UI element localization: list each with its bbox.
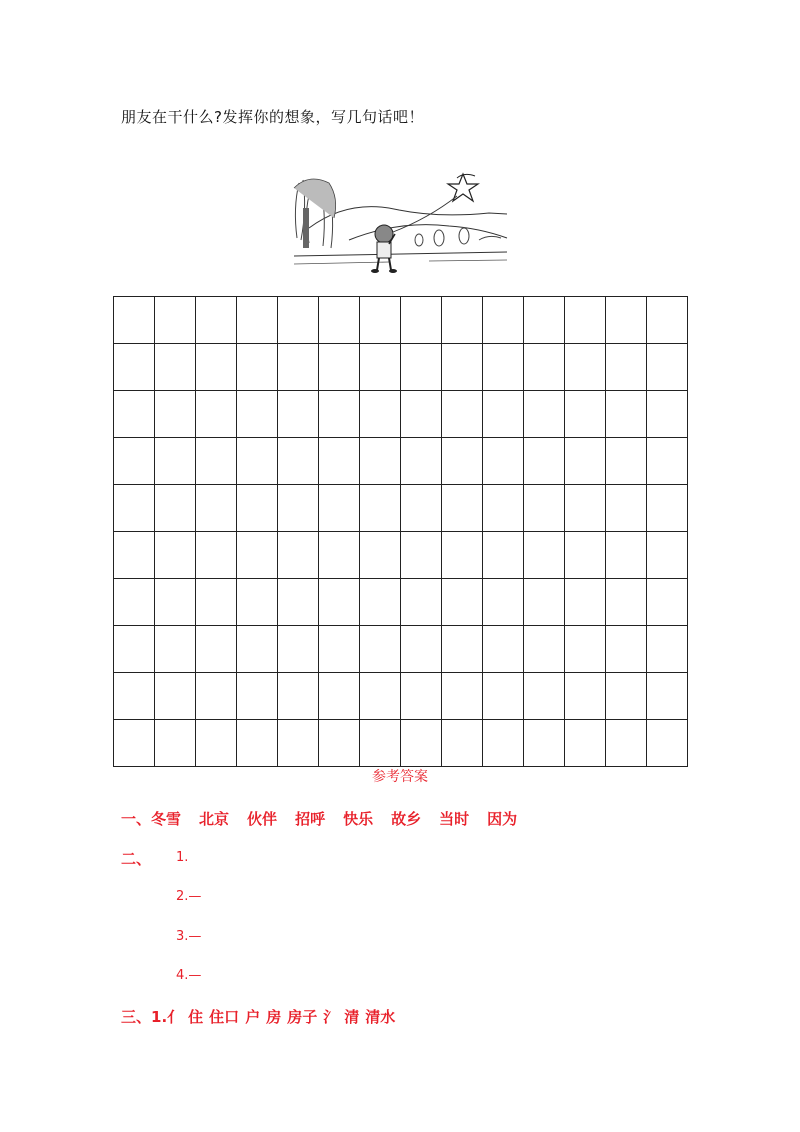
answer-item: 清 [344,1008,360,1026]
grid-cell[interactable] [524,391,565,438]
grid-cell[interactable] [565,673,606,720]
grid-cell[interactable] [647,579,688,626]
grid-cell[interactable] [360,720,401,767]
grid-cell[interactable] [647,720,688,767]
grid-cell[interactable] [196,720,237,767]
grid-cell[interactable] [278,485,319,532]
grid-cell[interactable] [196,391,237,438]
answer-word: 招呼 [295,810,326,828]
grid-cell[interactable] [565,626,606,673]
grid-cell[interactable] [442,297,483,344]
grid-cell[interactable] [114,297,155,344]
grid-cell[interactable] [401,720,442,767]
grid-cell[interactable] [114,720,155,767]
writing-prompt: 朋友在干什么?发挥你的想象，写几句话吧！ [121,108,424,126]
grid-cell[interactable] [483,297,524,344]
grid-cell[interactable] [524,579,565,626]
grid-cell[interactable] [606,485,647,532]
grid-cell[interactable] [606,673,647,720]
grid-cell[interactable] [237,391,278,438]
grid-cell[interactable] [237,438,278,485]
grid-cell[interactable] [401,485,442,532]
answer-word: 伙伴 [247,810,278,828]
grid-cell[interactable] [155,344,196,391]
section-2-item: 3.— [176,929,202,944]
grid-cell[interactable] [237,297,278,344]
grid-cell[interactable] [114,438,155,485]
grid-cell[interactable] [442,485,483,532]
grid-cell[interactable] [401,344,442,391]
grid-cell[interactable] [360,297,401,344]
grid-cell[interactable] [319,673,360,720]
answer-word: 当时 [439,810,470,828]
grid-cell[interactable] [360,579,401,626]
answer-item: 氵 [323,1008,339,1026]
grid-cell[interactable] [483,720,524,767]
answer-item: 房 [266,1008,282,1026]
grid-cell[interactable] [155,673,196,720]
grid-cell[interactable] [442,720,483,767]
grid-cell[interactable] [114,532,155,579]
grid-cell[interactable] [196,579,237,626]
answer-item: 户 [245,1008,261,1026]
answer-item: 清水 [365,1008,396,1026]
grid-cell[interactable] [155,391,196,438]
grid-cell[interactable] [401,673,442,720]
grid-cell[interactable] [319,626,360,673]
answer-word: 故乡 [391,810,422,828]
grid-cell[interactable] [114,579,155,626]
grid-cell[interactable] [237,720,278,767]
grid-cell[interactable] [196,297,237,344]
grid-cell[interactable] [647,344,688,391]
answer-word: 冬雪 [151,810,182,828]
grid-cell[interactable] [647,626,688,673]
grid-cell[interactable] [647,532,688,579]
grid-cell[interactable] [155,532,196,579]
answer-section-2 [121,848,151,869]
grid-cell[interactable] [442,438,483,485]
grid-cell[interactable] [442,579,483,626]
grid-cell[interactable] [155,720,196,767]
writing-grid[interactable] [113,296,688,767]
grid-cell[interactable] [647,673,688,720]
answer-word: 因为 [487,810,518,828]
section-2-item: 1. [176,850,189,865]
grid-cell[interactable] [155,438,196,485]
grid-cell[interactable] [483,626,524,673]
answer-word: 快乐 [343,810,374,828]
grid-cell[interactable] [401,626,442,673]
grid-cell[interactable] [442,673,483,720]
grid-cell[interactable] [196,626,237,673]
grid-cell[interactable] [237,673,278,720]
grid-cell[interactable] [606,438,647,485]
grid-cell[interactable] [319,297,360,344]
grid-cell[interactable] [319,720,360,767]
grid-cell[interactable] [565,532,606,579]
grid-cell[interactable] [565,391,606,438]
grid-cell[interactable] [114,344,155,391]
grid-cell[interactable] [319,579,360,626]
grid-cell[interactable] [524,626,565,673]
grid-cell[interactable] [483,673,524,720]
answer-item: 住 [188,1008,204,1026]
grid-cell[interactable] [360,626,401,673]
grid-cell[interactable] [155,297,196,344]
grid-cell[interactable] [319,391,360,438]
grid-cell[interactable] [647,438,688,485]
grid-cell[interactable] [606,626,647,673]
section-2-label: 二、 [121,850,152,868]
grid-cell[interactable] [647,297,688,344]
grid-cell[interactable] [606,344,647,391]
grid-cell[interactable] [155,485,196,532]
grid-cell[interactable] [483,579,524,626]
grid-cell[interactable] [483,532,524,579]
grid-cell[interactable] [606,532,647,579]
grid-cell[interactable] [483,391,524,438]
grid-cell[interactable] [155,626,196,673]
grid-cell[interactable] [647,391,688,438]
grid-cell[interactable] [524,532,565,579]
grid-cell[interactable] [237,532,278,579]
grid-cell[interactable] [114,673,155,720]
grid-cell[interactable] [483,438,524,485]
grid-cell[interactable] [360,391,401,438]
grid-cell[interactable] [319,344,360,391]
grid-cell[interactable] [360,485,401,532]
grid-cell[interactable] [524,673,565,720]
grid-cell[interactable] [319,532,360,579]
grid-cell[interactable] [401,297,442,344]
grid-cell[interactable] [278,720,319,767]
grid-cell[interactable] [196,344,237,391]
answer-item: 房子 [287,1008,318,1026]
grid-cell[interactable] [565,485,606,532]
grid-cell[interactable] [278,532,319,579]
grid-cell[interactable] [237,579,278,626]
grid-cell[interactable] [524,720,565,767]
grid-cell[interactable] [647,485,688,532]
grid-cell[interactable] [442,532,483,579]
grid-cell[interactable] [114,626,155,673]
grid-cell[interactable] [442,626,483,673]
grid-cell[interactable] [237,344,278,391]
answer-item: 住口 [209,1008,240,1026]
answer-item: 1.亻 [151,1008,183,1026]
grid-cell[interactable] [565,579,606,626]
section-2-item: 2.— [176,889,202,904]
grid-cell[interactable] [196,438,237,485]
grid-cell[interactable] [606,391,647,438]
grid-cell[interactable] [442,344,483,391]
grid-cell[interactable] [278,673,319,720]
section-1-label: 一、 [121,810,152,828]
grid-cell[interactable] [565,720,606,767]
grid-cell[interactable] [360,438,401,485]
grid-cell[interactable] [196,485,237,532]
grid-cell[interactable] [114,485,155,532]
boy-flying-kite-illustration [289,168,511,280]
grid-cell[interactable] [524,344,565,391]
grid-cell[interactable] [483,485,524,532]
grid-cell[interactable] [196,673,237,720]
section-2-item: 4.— [176,968,202,983]
grid-cell[interactable] [237,626,278,673]
grid-cell[interactable] [360,532,401,579]
grid-cell[interactable] [565,344,606,391]
grid-cell[interactable] [565,297,606,344]
grid-cell[interactable] [237,485,278,532]
grid-cell[interactable] [401,438,442,485]
grid-cell[interactable] [278,626,319,673]
section-3-label: 三、 [121,1008,152,1026]
grid-cell[interactable] [319,485,360,532]
grid-cell[interactable] [524,485,565,532]
grid-cell[interactable] [319,438,360,485]
grid-cell[interactable] [278,344,319,391]
grid-cell[interactable] [483,344,524,391]
grid-cell[interactable] [606,720,647,767]
grid-cell[interactable] [565,438,606,485]
grid-cell[interactable] [360,673,401,720]
grid-cell[interactable] [114,391,155,438]
grid-cell[interactable] [401,532,442,579]
grid-cell[interactable] [442,391,483,438]
grid-cell[interactable] [401,579,442,626]
grid-cell[interactable] [278,438,319,485]
grid-cell[interactable] [278,297,319,344]
grid-cell[interactable] [196,532,237,579]
grid-cell[interactable] [524,297,565,344]
grid-cell[interactable] [278,391,319,438]
grid-cell[interactable] [401,391,442,438]
grid-cell[interactable] [606,579,647,626]
grid-cell[interactable] [524,438,565,485]
answer-word: 北京 [199,810,230,828]
answer-section-3 [121,1006,407,1027]
answer-section-1 [121,808,517,829]
answer-key-title: 参考答案 [372,769,428,785]
grid-cell[interactable] [360,344,401,391]
grid-cell[interactable] [155,579,196,626]
grid-cell[interactable] [606,297,647,344]
grid-cell[interactable] [278,579,319,626]
